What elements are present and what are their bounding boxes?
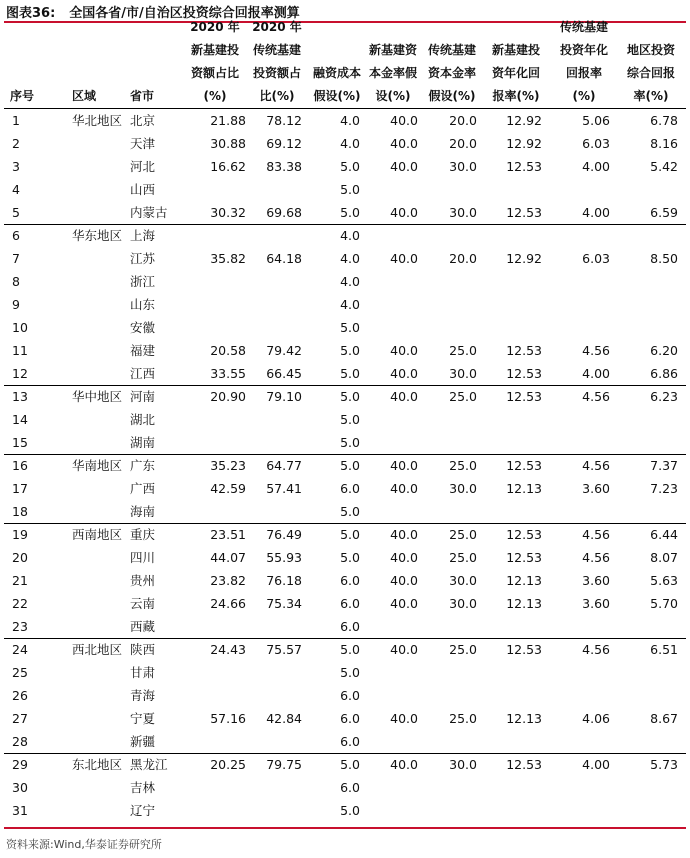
table-row bbox=[0, 293, 690, 316]
cell-new-infra-return: 12.53 bbox=[506, 642, 542, 657]
cell-no: 30 bbox=[12, 780, 28, 795]
cell-trad-return: 3.60 bbox=[582, 481, 610, 496]
cell-trad-return: 3.60 bbox=[582, 596, 610, 611]
cell-province: 湖北 bbox=[130, 412, 156, 427]
cell-new-infra-return: 12.53 bbox=[506, 205, 542, 220]
cell-new-infra-capital: 40.0 bbox=[390, 113, 418, 128]
cell-financing-cost: 5.0 bbox=[340, 182, 360, 197]
cell-trad-infra-share: 75.57 bbox=[266, 642, 302, 657]
cell-trad-capital: 25.0 bbox=[449, 389, 477, 404]
table-row bbox=[0, 132, 690, 155]
cell-no: 1 bbox=[12, 113, 20, 128]
cell-province: 黑龙江 bbox=[130, 757, 168, 772]
cell-no: 28 bbox=[12, 734, 28, 749]
cell-province: 安徽 bbox=[130, 320, 156, 335]
table-row bbox=[0, 224, 690, 247]
cell-trad-capital: 25.0 bbox=[449, 711, 477, 726]
bottom-rule bbox=[4, 827, 686, 829]
cell-trad-infra-share: 69.68 bbox=[266, 205, 302, 220]
cell-trad-infra-share: 76.49 bbox=[266, 527, 302, 542]
cell-composite-return: 7.37 bbox=[650, 458, 678, 473]
cell-financing-cost: 4.0 bbox=[340, 136, 360, 151]
table-row bbox=[0, 684, 690, 707]
cell-composite-return: 6.23 bbox=[650, 389, 678, 404]
header-region: 区域 bbox=[72, 89, 97, 103]
cell-no: 6 bbox=[12, 228, 20, 243]
cell-new-infra-share: 23.51 bbox=[210, 527, 246, 542]
table-row bbox=[0, 707, 690, 730]
cell-trad-infra-share: 66.45 bbox=[266, 366, 302, 381]
cell-new-infra-capital: 40.0 bbox=[390, 573, 418, 588]
cell-composite-return: 6.86 bbox=[650, 366, 678, 381]
cell-trad-capital: 30.0 bbox=[449, 366, 477, 381]
cell-no: 21 bbox=[12, 573, 28, 588]
source-note: 资料来源:Wind,华泰证券研究所 bbox=[6, 838, 162, 851]
cell-trad-infra-share: 64.77 bbox=[266, 458, 302, 473]
cell-province: 广西 bbox=[130, 481, 156, 496]
table-row bbox=[0, 546, 690, 569]
cell-trad-capital: 20.0 bbox=[449, 136, 477, 151]
cell-trad-capital: 30.0 bbox=[449, 481, 477, 496]
cell-no: 14 bbox=[12, 412, 28, 427]
table-row bbox=[0, 431, 690, 454]
table-row bbox=[0, 270, 690, 293]
cell-financing-cost: 5.0 bbox=[340, 803, 360, 818]
cell-new-infra-share: 24.66 bbox=[210, 596, 246, 611]
cell-no: 15 bbox=[12, 435, 28, 450]
table-row bbox=[0, 615, 690, 638]
header-composite-return: 地区投资 综合回报 率(%) bbox=[626, 43, 675, 103]
cell-composite-return: 6.44 bbox=[650, 527, 678, 542]
cell-new-infra-return: 12.53 bbox=[506, 550, 542, 565]
cell-province: 吉林 bbox=[130, 780, 156, 795]
cell-new-infra-capital: 40.0 bbox=[390, 136, 418, 151]
cell-province: 天津 bbox=[130, 136, 156, 151]
cell-province: 宁夏 bbox=[130, 711, 156, 726]
cell-province: 江西 bbox=[130, 366, 156, 381]
cell-province: 浙江 bbox=[130, 274, 156, 289]
cell-region: 华南地区 bbox=[72, 458, 123, 473]
cell-financing-cost: 6.0 bbox=[340, 734, 360, 749]
cell-region: 华东地区 bbox=[72, 228, 123, 243]
cell-trad-return: 4.00 bbox=[582, 366, 610, 381]
cell-new-infra-capital: 40.0 bbox=[390, 711, 418, 726]
cell-new-infra-share: 57.16 bbox=[210, 711, 246, 726]
cell-trad-capital: 30.0 bbox=[449, 596, 477, 611]
cell-trad-return: 3.60 bbox=[582, 573, 610, 588]
cell-financing-cost: 6.0 bbox=[340, 573, 360, 588]
cell-new-infra-capital: 40.0 bbox=[390, 550, 418, 565]
cell-no: 19 bbox=[12, 527, 28, 542]
cell-financing-cost: 5.0 bbox=[340, 205, 360, 220]
cell-no: 20 bbox=[12, 550, 28, 565]
cell-new-infra-return: 12.53 bbox=[506, 527, 542, 542]
cell-new-infra-return: 12.92 bbox=[506, 113, 542, 128]
cell-new-infra-share: 23.82 bbox=[210, 573, 246, 588]
cell-no: 18 bbox=[12, 504, 28, 519]
cell-no: 25 bbox=[12, 665, 28, 680]
table-row bbox=[0, 201, 690, 224]
table-row bbox=[0, 477, 690, 500]
cell-province: 江苏 bbox=[130, 251, 156, 266]
cell-new-infra-capital: 40.0 bbox=[390, 159, 418, 174]
cell-no: 5 bbox=[12, 205, 20, 220]
cell-province: 湖南 bbox=[130, 435, 156, 450]
cell-financing-cost: 6.0 bbox=[340, 596, 360, 611]
cell-trad-infra-share: 79.75 bbox=[266, 757, 302, 772]
cell-trad-infra-share: 69.12 bbox=[266, 136, 302, 151]
figure-caption: 全国各省/市/自治区投资综合回报率测算 bbox=[69, 6, 300, 21]
cell-composite-return: 8.16 bbox=[650, 136, 678, 151]
cell-composite-return: 5.73 bbox=[650, 757, 678, 772]
header-new-infra-capital: 新基建资 本金率假 设(%) bbox=[368, 43, 417, 103]
cell-trad-capital: 20.0 bbox=[449, 251, 477, 266]
cell-trad-infra-share: 79.42 bbox=[266, 343, 302, 358]
cell-province: 贵州 bbox=[130, 573, 156, 588]
cell-new-infra-capital: 40.0 bbox=[390, 481, 418, 496]
cell-financing-cost: 4.0 bbox=[340, 113, 360, 128]
table-row bbox=[0, 247, 690, 270]
cell-province: 山东 bbox=[130, 297, 156, 312]
cell-composite-return: 5.70 bbox=[650, 596, 678, 611]
figure-label: 图表36: bbox=[6, 6, 56, 21]
cell-composite-return: 6.59 bbox=[650, 205, 678, 220]
table-row bbox=[0, 523, 690, 546]
cell-financing-cost: 5.0 bbox=[340, 550, 360, 565]
cell-no: 7 bbox=[12, 251, 20, 266]
cell-province: 上海 bbox=[130, 228, 156, 243]
cell-trad-capital: 30.0 bbox=[449, 205, 477, 220]
cell-financing-cost: 5.0 bbox=[340, 159, 360, 174]
cell-province: 海南 bbox=[130, 504, 156, 519]
cell-province: 四川 bbox=[130, 550, 156, 565]
header-province: 省市 bbox=[130, 89, 155, 103]
cell-trad-capital: 20.0 bbox=[449, 113, 477, 128]
cell-new-infra-return: 12.53 bbox=[506, 159, 542, 174]
cell-region: 西南地区 bbox=[72, 527, 123, 542]
table-row bbox=[0, 155, 690, 178]
cell-new-infra-capital: 40.0 bbox=[390, 389, 418, 404]
cell-trad-return: 4.56 bbox=[582, 343, 610, 358]
cell-financing-cost: 4.0 bbox=[340, 274, 360, 289]
cell-no: 2 bbox=[12, 136, 20, 151]
cell-province: 甘肃 bbox=[130, 665, 156, 680]
cell-region: 西北地区 bbox=[72, 642, 123, 657]
cell-financing-cost: 6.0 bbox=[340, 711, 360, 726]
cell-new-infra-share: 35.82 bbox=[210, 251, 246, 266]
cell-trad-return: 4.00 bbox=[582, 159, 610, 174]
cell-new-infra-return: 12.13 bbox=[506, 711, 542, 726]
cell-new-infra-return: 12.92 bbox=[506, 136, 542, 151]
cell-new-infra-capital: 40.0 bbox=[390, 366, 418, 381]
cell-trad-return: 6.03 bbox=[582, 136, 610, 151]
cell-new-infra-share: 44.07 bbox=[210, 550, 246, 565]
cell-new-infra-capital: 40.0 bbox=[390, 642, 418, 657]
cell-trad-return: 4.56 bbox=[582, 458, 610, 473]
cell-new-infra-share: 20.25 bbox=[210, 757, 246, 772]
cell-financing-cost: 5.0 bbox=[340, 757, 360, 772]
cell-trad-infra-share: 78.12 bbox=[266, 113, 302, 128]
cell-trad-capital: 25.0 bbox=[449, 527, 477, 542]
cell-financing-cost: 6.0 bbox=[340, 688, 360, 703]
cell-no: 22 bbox=[12, 596, 28, 611]
cell-composite-return: 8.07 bbox=[650, 550, 678, 565]
cell-trad-capital: 30.0 bbox=[449, 159, 477, 174]
cell-no: 3 bbox=[12, 159, 20, 174]
cell-trad-return: 6.03 bbox=[582, 251, 610, 266]
cell-province: 新疆 bbox=[130, 734, 156, 749]
cell-no: 17 bbox=[12, 481, 28, 496]
header-new-infra-share: 2020 年 新基建投 资额占比 (%) bbox=[190, 20, 240, 103]
cell-composite-return: 8.50 bbox=[650, 251, 678, 266]
cell-financing-cost: 5.0 bbox=[340, 527, 360, 542]
cell-new-infra-share: 35.23 bbox=[210, 458, 246, 473]
cell-new-infra-return: 12.13 bbox=[506, 481, 542, 496]
cell-composite-return: 7.23 bbox=[650, 481, 678, 496]
cell-trad-infra-share: 79.10 bbox=[266, 389, 302, 404]
cell-trad-return: 4.00 bbox=[582, 757, 610, 772]
cell-province: 广东 bbox=[130, 458, 156, 473]
cell-financing-cost: 6.0 bbox=[340, 481, 360, 496]
cell-no: 4 bbox=[12, 182, 20, 197]
cell-composite-return: 6.78 bbox=[650, 113, 678, 128]
cell-trad-infra-share: 42.84 bbox=[266, 711, 302, 726]
cell-new-infra-capital: 40.0 bbox=[390, 527, 418, 542]
cell-no: 23 bbox=[12, 619, 28, 634]
cell-province: 河南 bbox=[130, 389, 156, 404]
cell-new-infra-return: 12.53 bbox=[506, 458, 542, 473]
table-row bbox=[0, 799, 690, 822]
cell-province: 北京 bbox=[130, 113, 156, 128]
cell-new-infra-share: 30.32 bbox=[210, 205, 246, 220]
cell-no: 9 bbox=[12, 297, 20, 312]
cell-trad-return: 5.06 bbox=[582, 113, 610, 128]
cell-new-infra-capital: 40.0 bbox=[390, 458, 418, 473]
cell-financing-cost: 5.0 bbox=[340, 320, 360, 335]
cell-financing-cost: 5.0 bbox=[340, 389, 360, 404]
cell-new-infra-share: 33.55 bbox=[210, 366, 246, 381]
cell-no: 12 bbox=[12, 366, 28, 381]
header-financing-cost: 融资成本 假设(%) bbox=[312, 66, 361, 103]
cell-financing-cost: 4.0 bbox=[340, 297, 360, 312]
table-row bbox=[0, 385, 690, 408]
header-no: 序号 bbox=[10, 89, 35, 103]
cell-new-infra-share: 42.59 bbox=[210, 481, 246, 496]
cell-no: 27 bbox=[12, 711, 28, 726]
cell-no: 31 bbox=[12, 803, 28, 818]
cell-composite-return: 5.42 bbox=[650, 159, 678, 174]
cell-trad-capital: 25.0 bbox=[449, 343, 477, 358]
table-row bbox=[0, 592, 690, 615]
header-trad-capital: 传统基建 资本金率 假设(%) bbox=[427, 43, 476, 103]
cell-new-infra-share: 20.58 bbox=[210, 343, 246, 358]
table-row bbox=[0, 753, 690, 776]
cell-province: 福建 bbox=[130, 343, 156, 358]
cell-new-infra-share: 30.88 bbox=[210, 136, 246, 151]
table-row bbox=[0, 408, 690, 431]
cell-no: 8 bbox=[12, 274, 20, 289]
cell-trad-return: 4.56 bbox=[582, 527, 610, 542]
cell-province: 内蒙古 bbox=[130, 205, 168, 220]
cell-trad-capital: 25.0 bbox=[449, 550, 477, 565]
cell-no: 13 bbox=[12, 389, 28, 404]
cell-trad-infra-share: 75.34 bbox=[266, 596, 302, 611]
cell-trad-infra-share: 57.41 bbox=[266, 481, 302, 496]
cell-trad-infra-share: 55.93 bbox=[266, 550, 302, 565]
cell-new-infra-capital: 40.0 bbox=[390, 251, 418, 266]
cell-financing-cost: 4.0 bbox=[340, 228, 360, 243]
cell-province: 河北 bbox=[130, 159, 156, 174]
cell-new-infra-return: 12.53 bbox=[506, 343, 542, 358]
header-trad-infra-share: 2020 年 传统基建 投资额占 比(%) bbox=[252, 20, 302, 103]
table-row bbox=[0, 638, 690, 661]
cell-trad-return: 4.56 bbox=[582, 550, 610, 565]
cell-new-infra-capital: 40.0 bbox=[390, 596, 418, 611]
cell-province: 辽宁 bbox=[130, 803, 156, 818]
cell-new-infra-capital: 40.0 bbox=[390, 205, 418, 220]
cell-province: 重庆 bbox=[130, 527, 156, 542]
table-row bbox=[0, 661, 690, 684]
cell-region: 东北地区 bbox=[72, 757, 123, 772]
cell-new-infra-share: 16.62 bbox=[210, 159, 246, 174]
cell-province: 青海 bbox=[130, 688, 156, 703]
cell-no: 26 bbox=[12, 688, 28, 703]
cell-trad-capital: 25.0 bbox=[449, 642, 477, 657]
cell-financing-cost: 5.0 bbox=[340, 343, 360, 358]
cell-trad-capital: 30.0 bbox=[449, 573, 477, 588]
cell-financing-cost: 5.0 bbox=[340, 435, 360, 450]
cell-financing-cost: 4.0 bbox=[340, 251, 360, 266]
cell-trad-return: 4.00 bbox=[582, 205, 610, 220]
cell-financing-cost: 6.0 bbox=[340, 619, 360, 634]
table-row bbox=[0, 776, 690, 799]
cell-financing-cost: 5.0 bbox=[340, 642, 360, 657]
cell-new-infra-share: 24.43 bbox=[210, 642, 246, 657]
cell-financing-cost: 6.0 bbox=[340, 780, 360, 795]
cell-trad-return: 4.56 bbox=[582, 389, 610, 404]
cell-province: 云南 bbox=[130, 596, 156, 611]
cell-financing-cost: 5.0 bbox=[340, 504, 360, 519]
cell-new-infra-return: 12.53 bbox=[506, 757, 542, 772]
cell-composite-return: 6.51 bbox=[650, 642, 678, 657]
cell-no: 24 bbox=[12, 642, 28, 657]
cell-new-infra-return: 12.53 bbox=[506, 389, 542, 404]
cell-new-infra-return: 12.92 bbox=[506, 251, 542, 266]
cell-new-infra-share: 21.88 bbox=[210, 113, 246, 128]
cell-province: 西藏 bbox=[130, 619, 156, 634]
cell-new-infra-return: 12.53 bbox=[506, 366, 542, 381]
cell-trad-return: 4.06 bbox=[582, 711, 610, 726]
cell-new-infra-capital: 40.0 bbox=[390, 343, 418, 358]
table-row bbox=[0, 109, 690, 132]
cell-no: 16 bbox=[12, 458, 28, 473]
cell-no: 11 bbox=[12, 343, 28, 358]
cell-trad-capital: 30.0 bbox=[449, 757, 477, 772]
cell-new-infra-share: 20.90 bbox=[210, 389, 246, 404]
cell-trad-infra-share: 83.38 bbox=[266, 159, 302, 174]
header-new-infra-return: 新基建投 资年化回 报率(%) bbox=[491, 43, 540, 103]
cell-financing-cost: 5.0 bbox=[340, 458, 360, 473]
cell-province: 山西 bbox=[130, 182, 156, 197]
cell-province: 陕西 bbox=[130, 642, 156, 657]
table-row bbox=[0, 362, 690, 385]
table-row bbox=[0, 730, 690, 753]
table-row bbox=[0, 178, 690, 201]
cell-financing-cost: 5.0 bbox=[340, 665, 360, 680]
cell-region: 华北地区 bbox=[72, 113, 123, 128]
cell-financing-cost: 5.0 bbox=[340, 412, 360, 427]
table-row bbox=[0, 500, 690, 523]
cell-trad-capital: 25.0 bbox=[449, 458, 477, 473]
cell-new-infra-return: 12.13 bbox=[506, 573, 542, 588]
cell-trad-infra-share: 64.18 bbox=[266, 251, 302, 266]
table-row bbox=[0, 316, 690, 339]
cell-composite-return: 5.63 bbox=[650, 573, 678, 588]
cell-no: 10 bbox=[12, 320, 28, 335]
cell-trad-return: 4.56 bbox=[582, 642, 610, 657]
cell-new-infra-capital: 40.0 bbox=[390, 757, 418, 772]
header-trad-return: 传统基建 投资年化 回报率 (%) bbox=[559, 20, 608, 103]
cell-trad-infra-share: 76.18 bbox=[266, 573, 302, 588]
cell-no: 29 bbox=[12, 757, 28, 772]
cell-financing-cost: 5.0 bbox=[340, 366, 360, 381]
table-row bbox=[0, 339, 690, 362]
cell-composite-return: 8.67 bbox=[650, 711, 678, 726]
cell-composite-return: 6.20 bbox=[650, 343, 678, 358]
cell-new-infra-return: 12.13 bbox=[506, 596, 542, 611]
table-row bbox=[0, 569, 690, 592]
table-row bbox=[0, 454, 690, 477]
cell-region: 华中地区 bbox=[72, 389, 123, 404]
